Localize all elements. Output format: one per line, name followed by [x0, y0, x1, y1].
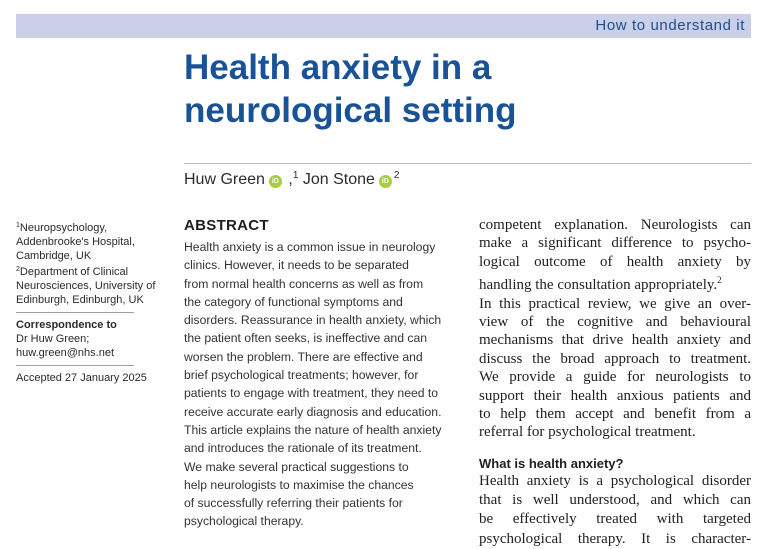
section-heading: What is health anxiety?: [479, 456, 624, 471]
affiliation-line: Addenbrooke's Hospital,: [16, 236, 135, 248]
text-line: Health anxiety is a common issue in neurology: [184, 240, 436, 254]
text-line: competent explanation. Neurologists can: [479, 217, 751, 233]
text-line: psychological therapy. It is character-: [479, 530, 751, 547]
text-line: to help them accept and benefit from a: [479, 406, 751, 423]
text-line: discuss the broad approach to treatment.: [479, 350, 751, 367]
orcid-icon[interactable]: iD: [379, 175, 392, 188]
text-line: mechanisms that drive health anxiety and: [479, 332, 751, 349]
text-line: support their health anxious patients and: [479, 387, 751, 404]
affiliation-line: Department of Clinical: [19, 266, 129, 278]
article-title: [184, 46, 604, 132]
text-line: that is well understood, and which can: [479, 492, 751, 509]
correspondence-email[interactable]: huw.green@nhs.net: [16, 347, 115, 359]
text-line: view of the cognitive and behavioural: [479, 314, 751, 331]
citation-sup[interactable]: 2: [717, 275, 722, 286]
affiliation-line: Neuropsychology,: [19, 222, 108, 234]
text-line: This article explains the nature of health anxiety: [184, 422, 442, 437]
correspondence: [16, 318, 166, 360]
text-line: Health anxiety is a psychological disorder: [479, 473, 751, 489]
text-line: and introduces the rationale of its treatment.: [184, 441, 422, 456]
text-line: psychological therapy.: [184, 514, 304, 529]
text-line: brief psychological treatments; however, for: [184, 368, 419, 383]
author-list: [184, 170, 399, 189]
text-line: clinics. However, it needs to be separated: [184, 258, 409, 273]
text-line: the patient often seeks, is ineffective and can: [184, 331, 428, 346]
correspondence-label: Correspondence to: [16, 319, 117, 331]
section-label: How to understand it: [595, 17, 745, 34]
text-line: handling the consultation appropriately.$^2$: [479, 275, 722, 294]
text-line: of successfully referring their patients for: [184, 496, 403, 511]
affiliation-line: Cambridge, UK: [16, 250, 92, 262]
author-affiliation-sup: 2: [393, 170, 400, 181]
affiliation-2: [16, 263, 166, 307]
section-paragraph: [479, 472, 751, 549]
affiliation-line: Neurosciences, University of: [16, 280, 156, 292]
text-line: logical outcome of health anxiety by: [479, 253, 751, 270]
text-line: worsen the problem. There are effective and: [184, 349, 423, 364]
author-name[interactable]: Huw Green: [184, 171, 265, 188]
text-line: be effectively treated with targeted: [479, 511, 751, 528]
affiliation-sup: 1: [16, 222, 20, 229]
text-line: make a significant difference to psycho-: [479, 235, 751, 252]
abstract-body: [184, 238, 456, 531]
text-line: patients to engage with treatment, they need to: [184, 386, 439, 401]
section-banner: [16, 14, 751, 38]
title-line: neurological setting: [184, 91, 517, 130]
author-separator: ,: [283, 171, 293, 188]
orcid-icon[interactable]: iD: [269, 175, 282, 188]
text-line: We provide a guide for neurologists to: [479, 369, 751, 386]
author-affiliation-sup: 1: [292, 170, 299, 181]
accepted-date: Accepted 27 January 2025: [16, 372, 147, 384]
affiliation-1: [16, 219, 166, 263]
author-name[interactable]: Jon Stone: [302, 171, 375, 188]
text-line: disorders. Reassurance in health anxiety, which: [184, 313, 442, 328]
correspondence-line: Dr Huw Green;: [16, 333, 90, 345]
text-line: from normal health concerns as well as from: [184, 276, 424, 291]
text-line: In this practical review, we give an over-: [479, 295, 751, 312]
text-line: receive accurate early diagnosis and education.: [184, 404, 442, 419]
title-divider: [184, 163, 751, 164]
affiliation-sup: 2: [16, 266, 20, 273]
title-line: Health anxiety in a: [184, 48, 492, 87]
abstract-heading: ABSTRACT: [184, 217, 269, 234]
sidebar-notes: [16, 219, 166, 385]
text-line: referral for psychological treatment.: [479, 424, 696, 441]
text-line: the category of functional symptoms and: [184, 294, 403, 309]
intro-paragraph: [479, 216, 751, 442]
text-line: We make several practical suggestions to: [184, 459, 409, 474]
text-line: help neurologists to maximise the chances: [184, 477, 414, 492]
affiliation-line: Edinburgh, Edinburgh, UK: [16, 294, 144, 306]
